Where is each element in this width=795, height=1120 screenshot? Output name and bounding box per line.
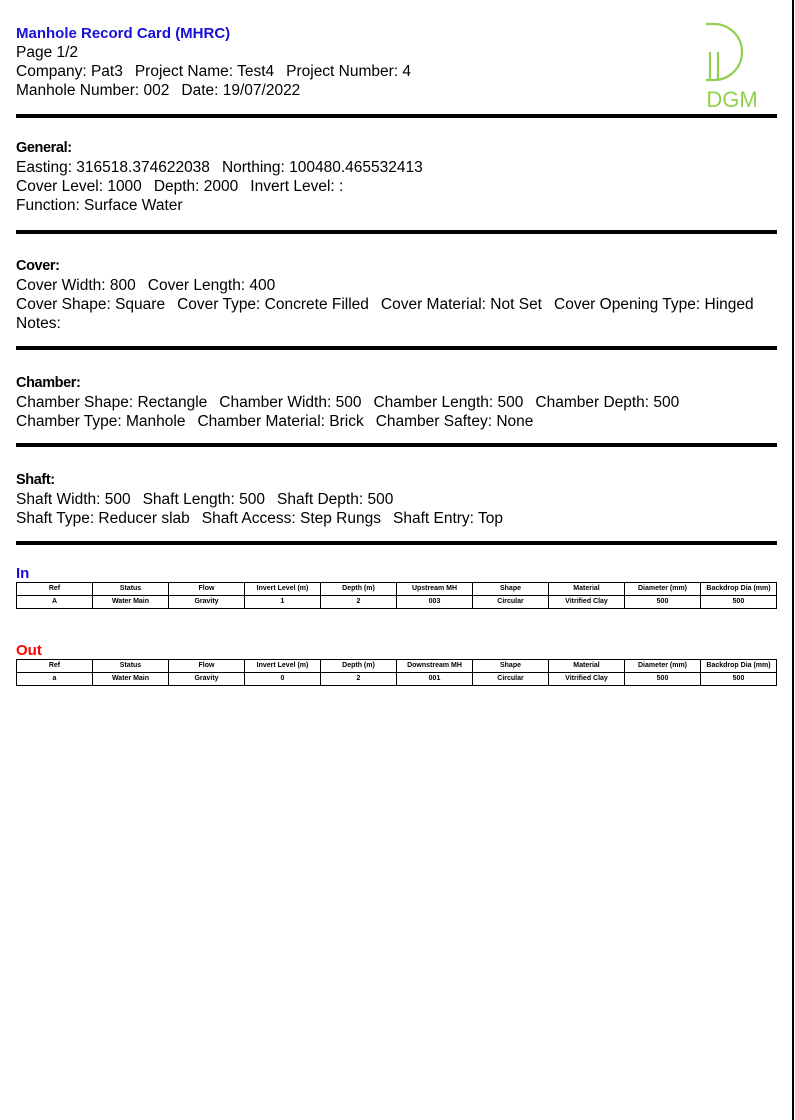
general-heading: General:: [16, 140, 72, 156]
page-indicator: Page 1/2: [16, 44, 79, 61]
cover-notes: Notes:: [16, 315, 61, 332]
column-header: Status: [93, 583, 169, 596]
page-edge-line: [792, 0, 794, 1120]
cover-heading: Cover:: [16, 258, 60, 274]
chamber-material: Chamber Material: Brick: [197, 413, 364, 430]
column-header: Backdrop Dia (mm): [701, 660, 777, 673]
table-cell: 500: [625, 673, 701, 686]
shaft-depth: Shaft Depth: 500: [276, 491, 394, 508]
table-cell: Water Main: [93, 596, 169, 609]
table-cell: 001: [397, 673, 473, 686]
record-date: Date: 19/07/2022: [181, 82, 301, 99]
table-row: [17, 596, 777, 609]
section-divider: [16, 443, 777, 447]
table-cell: 500: [701, 596, 777, 609]
table-cell: 500: [625, 596, 701, 609]
general-coords-line: [16, 158, 423, 177]
invert-level: Invert Level: :: [250, 178, 344, 195]
shaft-heading: Shaft:: [16, 472, 55, 488]
table-cell: Water Main: [93, 673, 169, 686]
table-cell: Vitrified Clay: [549, 596, 625, 609]
column-header: Ref: [17, 583, 93, 596]
table-cell: 2: [321, 596, 397, 609]
table-cell: Gravity: [169, 673, 245, 686]
table-cell: Vitrified Clay: [549, 673, 625, 686]
function: Function: Surface Water: [16, 197, 183, 214]
table-cell: a: [17, 673, 93, 686]
column-header: Diameter (mm): [625, 660, 701, 673]
out-pipes-label: Out: [16, 642, 42, 659]
table-header-row: [17, 660, 777, 673]
column-header: Ref: [17, 660, 93, 673]
section-divider: [16, 230, 777, 234]
column-header: Diameter (mm): [625, 583, 701, 596]
chamber-type: Chamber Type: Manhole: [16, 413, 186, 430]
chamber-heading: Chamber:: [16, 375, 81, 391]
general-section: [16, 139, 423, 215]
project-number: Project Number: 4: [286, 63, 412, 80]
table-cell: 003: [397, 596, 473, 609]
table-cell: A: [17, 596, 93, 609]
shaft-length: Shaft Length: 500: [142, 491, 265, 508]
logo-text: DGM: [706, 87, 758, 112]
cover-width: Cover Width: 800: [16, 277, 136, 294]
dgm-logo-icon: [692, 20, 772, 112]
cover-length: Cover Length: 400: [147, 277, 276, 294]
column-header: Status: [93, 660, 169, 673]
cover-material: Cover Material: Not Set: [380, 296, 542, 313]
section-divider: [16, 346, 777, 350]
manhole-number: Manhole Number: 002: [16, 82, 170, 99]
column-header: Invert Level (m): [245, 660, 321, 673]
cover-details-line: [16, 295, 754, 314]
table-cell: Gravity: [169, 596, 245, 609]
section-divider: [16, 541, 777, 545]
document-title: Manhole Record Card (MHRC): [16, 25, 231, 42]
project-name: Project Name: Test4: [134, 63, 275, 80]
table-cell: 0: [245, 673, 321, 686]
chamber-shape: Chamber Shape: Rectangle: [16, 394, 208, 411]
column-header: Downstream MH: [397, 660, 473, 673]
column-header: Shape: [473, 583, 549, 596]
depth: Depth: 2000: [153, 178, 239, 195]
column-header: Depth (m): [321, 660, 397, 673]
shaft-type: Shaft Type: Reducer slab: [16, 510, 190, 527]
chamber-width: Chamber Width: 500: [219, 394, 362, 411]
column-header: Upstream MH: [397, 583, 473, 596]
out-pipes-table: [16, 659, 777, 686]
table-header-row: [17, 583, 777, 596]
cover-dimensions-line: [16, 276, 754, 295]
chamber-details-line: [16, 412, 679, 431]
column-header: Shape: [473, 660, 549, 673]
shaft-dimensions-line: [16, 490, 503, 509]
section-divider: [16, 114, 777, 118]
table-row: [17, 673, 777, 686]
manhole-info-line: [16, 81, 411, 100]
general-levels-line: [16, 177, 423, 196]
cover-type: Cover Type: Concrete Filled: [177, 296, 369, 313]
shaft-access: Shaft Access: Step Rungs: [201, 510, 381, 527]
cover-level: Cover Level: 1000: [16, 178, 142, 195]
document-header: [16, 24, 411, 100]
column-header: Flow: [169, 583, 245, 596]
cover-shape: Cover Shape: Square: [16, 296, 166, 313]
project-info-line: [16, 62, 411, 81]
chamber-section: [16, 374, 679, 431]
company: Company: Pat3: [16, 63, 123, 80]
column-header: Flow: [169, 660, 245, 673]
chamber-length: Chamber Length: 500: [373, 394, 524, 411]
cover-section: [16, 257, 754, 333]
shaft-entry: Shaft Entry: Top: [392, 510, 503, 527]
chamber-dimensions-line: [16, 393, 679, 412]
column-header: Depth (m): [321, 583, 397, 596]
in-pipes-label: In: [16, 565, 30, 582]
in-pipes-table: [16, 582, 777, 609]
shaft-width: Shaft Width: 500: [16, 491, 131, 508]
table-cell: 1: [245, 596, 321, 609]
column-header: Material: [549, 583, 625, 596]
cover-opening-type: Cover Opening Type: Hinged: [554, 296, 754, 313]
shaft-section: [16, 471, 503, 528]
column-header: Invert Level (m): [245, 583, 321, 596]
column-header: Backdrop Dia (mm): [701, 583, 777, 596]
easting: Easting: 316518.374622038: [16, 159, 210, 176]
chamber-safety: Chamber Saftey: None: [375, 413, 534, 430]
chamber-depth: Chamber Depth: 500: [535, 394, 680, 411]
table-cell: 2: [321, 673, 397, 686]
table-cell: 500: [701, 673, 777, 686]
table-cell: Circular: [473, 596, 549, 609]
northing: Northing: 100480.465532413: [221, 159, 423, 176]
shaft-details-line: [16, 509, 503, 528]
column-header: Material: [549, 660, 625, 673]
table-cell: Circular: [473, 673, 549, 686]
